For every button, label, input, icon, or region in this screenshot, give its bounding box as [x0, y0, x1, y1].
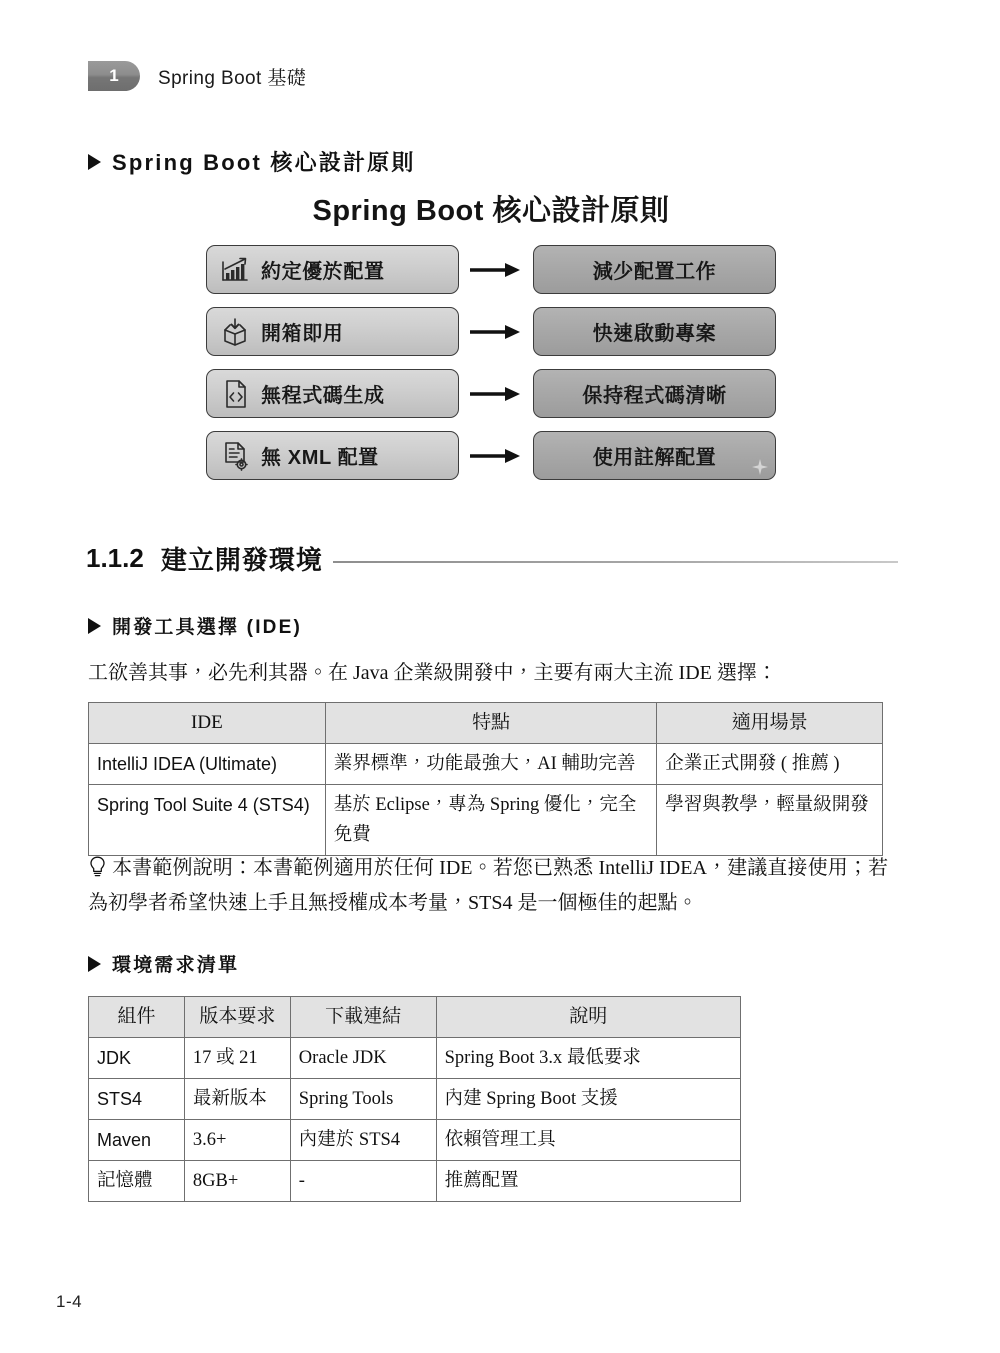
table-cell: Spring Boot 3.x 最低要求 — [436, 1038, 740, 1079]
flow-row — [206, 245, 776, 294]
sub-heading-label: Spring Boot 核心設計原則 — [112, 150, 416, 175]
table-row — [89, 1120, 741, 1161]
table-cell: 17 或 21 — [184, 1038, 290, 1079]
column-header: 特點 — [325, 703, 657, 744]
table-cell: 企業正式開發 ( 推薦 ) — [657, 744, 883, 785]
principle-source-box — [206, 307, 459, 356]
running-head — [88, 58, 306, 94]
flow-arrow-icon — [459, 385, 533, 403]
table-row — [89, 744, 883, 785]
table-cell: 8GB+ — [184, 1161, 290, 1202]
environment-requirements-table — [88, 996, 741, 1202]
table-header-row — [89, 703, 883, 744]
intro-paragraph: 工欲善其事，必先利其器。在 Java 企業級開發中，主要有兩大主流 IDE 選擇： — [88, 662, 777, 684]
principle-target-label: 減少配置工作 — [592, 261, 717, 283]
principle-source-label: 約定優於配置 — [261, 261, 385, 283]
table-cell: Oracle JDK — [290, 1038, 436, 1079]
sparkle-watermark-icon — [752, 459, 768, 475]
sub-heading-label: 環境需求清單 — [112, 955, 240, 976]
principle-source-label: 無 XML 配置 — [261, 447, 379, 469]
ide-comparison-table — [88, 702, 883, 856]
diagram-title: Spring Boot 核心設計原則 — [312, 195, 670, 227]
column-header: 說明 — [436, 997, 740, 1038]
column-header: 下載連結 — [290, 997, 436, 1038]
table-cell: IntelliJ IDEA (Ultimate) — [89, 744, 326, 785]
column-header: 版本要求 — [184, 997, 290, 1038]
flow-row — [206, 369, 776, 418]
table-cell: 依賴管理工具 — [436, 1120, 740, 1161]
table-cell: 基於 Eclipse，專為 Spring 優化，完全免費 — [325, 785, 657, 856]
column-header: IDE — [89, 703, 326, 744]
page-number: 1-4 — [56, 1292, 83, 1311]
flow-arrow-icon — [459, 323, 533, 341]
principle-source-label: 無程式碼生成 — [261, 385, 385, 407]
table-row — [89, 785, 883, 856]
flow-arrow-icon — [459, 261, 533, 279]
table-row — [89, 1079, 741, 1120]
table-cell: 內建 Spring Boot 支援 — [436, 1079, 740, 1120]
code-file-icon — [219, 378, 251, 410]
principle-target-box — [533, 245, 776, 294]
principles-diagram — [206, 188, 776, 480]
table-cell: 3.6+ — [184, 1120, 290, 1161]
flow-arrow-icon — [459, 447, 533, 465]
table-cell: Spring Tool Suite 4 (STS4) — [89, 785, 326, 856]
table-row — [89, 1038, 741, 1079]
principle-target-label: 使用註解配置 — [592, 447, 717, 469]
table-cell: JDK — [89, 1038, 185, 1079]
open-box-download-icon — [219, 316, 251, 348]
running-head-title: Spring Boot 基礎 — [158, 67, 307, 89]
principle-target-box — [533, 369, 776, 418]
principle-target-label: 快速啟動專案 — [592, 323, 717, 345]
sub-heading-env-list — [88, 950, 239, 977]
column-header: 適用場景 — [657, 703, 883, 744]
flow-row — [206, 307, 776, 356]
principle-source-box — [206, 431, 459, 480]
lightbulb-icon — [88, 855, 107, 877]
chapter-number-badge: 1 — [88, 61, 140, 91]
column-header: 組件 — [89, 997, 185, 1038]
table-cell: 內建於 STS4 — [290, 1120, 436, 1161]
section-title: 建立開發環境 — [160, 545, 323, 575]
table-row — [89, 1161, 741, 1202]
principle-source-box — [206, 369, 459, 418]
triangle-bullet-icon — [88, 154, 101, 170]
tip-text: 本書範例說明：本書範例適用於任何 IDE。若您已熟悉 IntelliJ IDEA，建議直接使用；若為初學者希望快速上手且無授權成本考量，STS4 是一個極佳的起點。 — [88, 857, 888, 914]
section-rule-divider — [333, 561, 898, 563]
flow-row — [206, 431, 776, 480]
tip-note — [88, 851, 888, 921]
table-cell: Spring Tools — [290, 1079, 436, 1120]
sub-heading-ide-choice — [88, 612, 302, 639]
triangle-bullet-icon — [88, 618, 101, 634]
document-gear-icon — [219, 440, 251, 472]
table-cell: - — [290, 1161, 436, 1202]
table-cell: STS4 — [89, 1079, 185, 1120]
table-cell: 推薦配置 — [436, 1161, 740, 1202]
principle-source-box — [206, 245, 459, 294]
table-cell: 最新版本 — [184, 1079, 290, 1120]
sub-heading-label: 開發工具選擇 (IDE) — [112, 617, 303, 638]
section-number: 1.1.2 — [86, 543, 144, 573]
table-cell: Maven — [89, 1120, 185, 1161]
table-cell: 業界標準，功能最強大，AI 輔助完善 — [325, 744, 657, 785]
principle-source-label: 開箱即用 — [261, 323, 344, 345]
principle-target-label: 保持程式碼清晰 — [582, 385, 727, 407]
section-heading — [86, 540, 898, 577]
table-cell: 記憶體 — [89, 1161, 185, 1202]
principle-target-box — [533, 431, 776, 480]
table-cell: 學習與教學，輕量級開發 — [657, 785, 883, 856]
bar-chart-growth-icon — [219, 254, 251, 286]
table-header-row — [89, 997, 741, 1038]
sub-heading-principles — [88, 146, 416, 177]
triangle-bullet-icon — [88, 956, 101, 972]
principle-target-box — [533, 307, 776, 356]
